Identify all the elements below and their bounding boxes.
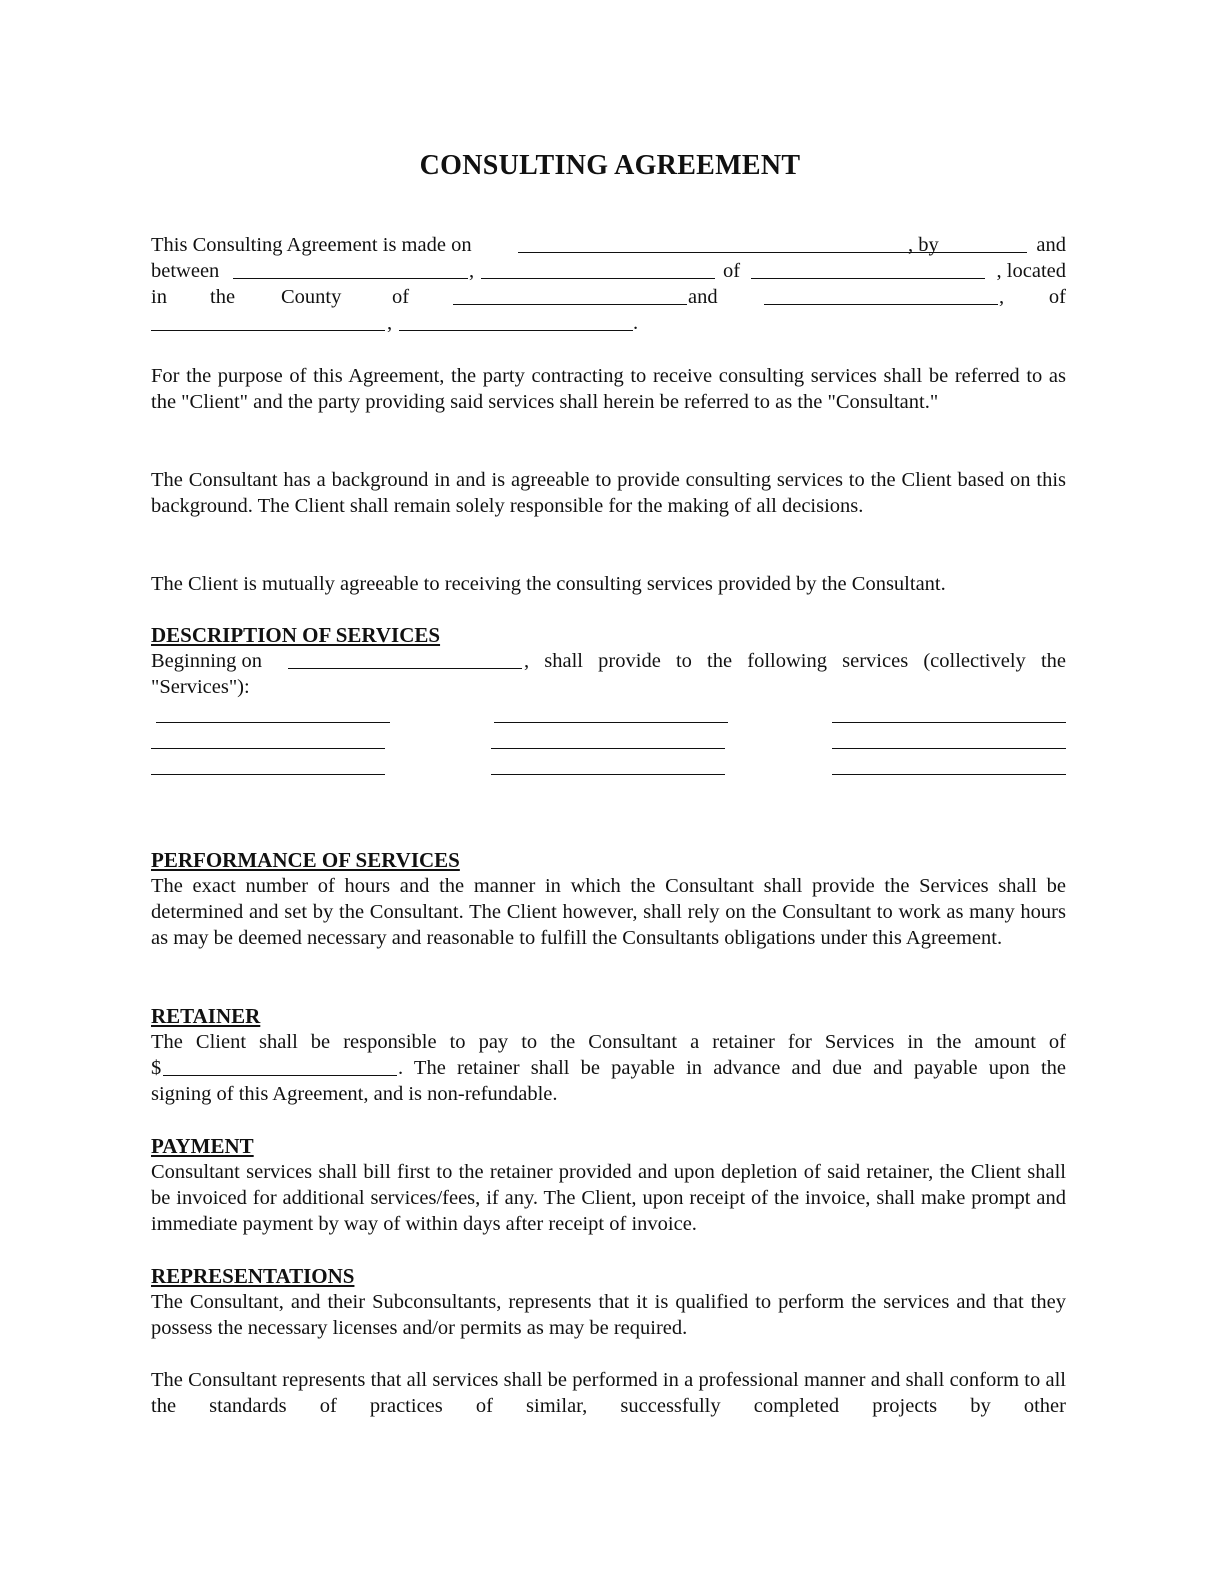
party-address-blank	[481, 258, 715, 279]
document-title: CONSULTING AGREEMENT	[419, 150, 801, 181]
representations-body-1: The Consultant, and their Subconsultants, represents that it is qualified to perform the services and that they possess the necessary licenses and/or permits as may be required.	[151, 1291, 1066, 1339]
intro-line-3	[151, 284, 1066, 310]
county-blank	[453, 284, 687, 305]
service-blank	[151, 774, 385, 775]
intro-text: between	[151, 260, 220, 282]
intro-text: of	[1048, 286, 1066, 308]
retainer-heading: RETAINER	[151, 1004, 261, 1028]
intro-block	[151, 232, 1066, 336]
description-text: , shall provide to the following services (collectively the	[524, 650, 1066, 672]
intro-text: and	[688, 286, 718, 308]
service-blank	[151, 748, 385, 749]
retainer-text: . The retainer shall be payable in advance and due and payable upon the	[398, 1057, 1066, 1079]
service-blank	[491, 748, 725, 749]
representations-body-2: The Consultant represents that all services shall be performed in a professional manner and shall conform to all the standards of practices of similar, successfully completed projects by other	[151, 1369, 1066, 1417]
intro-text: , by	[908, 234, 939, 256]
intro-text: County	[281, 286, 342, 308]
description-text: Beginning on	[151, 650, 263, 672]
retainer-section	[151, 1003, 1066, 1107]
intro-text: .	[633, 312, 639, 334]
background-paragraph: The Consultant has a background in and is agreeable to provide consulting services to the Client based on this background. The Client shall remain solely responsible for the making of all decisions.	[151, 469, 1066, 517]
description-line-2: "Services"):	[151, 676, 250, 698]
payment-heading: PAYMENT	[151, 1134, 254, 1158]
retainer-line-1: The Client shall be responsible to pay to the Consultant a retainer for Services in the amount of	[151, 1031, 1066, 1053]
purpose-paragraph: For the purpose of this Agreement, the party contracting to receive consulting services shall be referred to as the "Client" and the party providing said services shall herein be referred to as the "Consultant."	[151, 365, 1066, 413]
intro-text: of	[723, 260, 741, 282]
payment-section	[151, 1133, 1066, 1237]
intro-text: ,	[999, 286, 1005, 308]
intro-line-4	[151, 310, 1066, 336]
service-blank	[832, 748, 1066, 749]
mutual-paragraph: The Client is mutually agreeable to receiving the consulting services provided by the Consultant.	[151, 573, 946, 595]
performance-section	[151, 847, 1066, 951]
retainer-line-3: signing of this Agreement, and is non-refundable.	[151, 1083, 558, 1105]
second-party-blank	[751, 258, 985, 279]
representations-section	[151, 1263, 1066, 1341]
intro-line-1	[151, 232, 1066, 258]
city-blank	[151, 310, 385, 331]
intro-text: ,	[387, 312, 393, 334]
service-blank	[494, 722, 728, 723]
retainer-line-2	[151, 1055, 1066, 1081]
county-party-blank	[764, 284, 998, 305]
service-blank	[491, 774, 725, 775]
description-line-1	[151, 648, 1066, 674]
intro-line-2	[151, 258, 1066, 284]
performance-heading: PERFORMANCE OF SERVICES	[151, 848, 460, 872]
intro-text: This Consulting Agreement is made on	[151, 234, 472, 256]
retainer-amount-blank	[163, 1055, 397, 1076]
start-date-blank	[288, 648, 522, 669]
intro-text: ,	[469, 260, 475, 282]
intro-text: and	[1036, 234, 1066, 256]
intro-text: in	[151, 286, 167, 308]
dollar-sign: $	[151, 1057, 162, 1079]
service-blank	[832, 722, 1066, 723]
party-name-blank	[233, 258, 468, 279]
intro-text: the	[210, 286, 236, 308]
intro-text: , located	[996, 260, 1066, 282]
payment-body: Consultant services shall bill first to the retainer provided and upon depletion of said retainer, the Client shall be invoiced for additional services/fees, if any. The Client, upon receipt of the invoice, shall make prompt and immediate payment by way of within days after receipt of invoice.	[151, 1161, 1066, 1235]
performance-body: The exact number of hours and the manner in which the Consultant shall provide the Services shall be determined and set by the Consultant. The Client however, shall rely on the Consultant to work as many hours as may be deemed necessary and reasonable to fulfill the Consultants obligations under this Agreement.	[151, 875, 1066, 949]
service-blank	[832, 774, 1066, 775]
description-heading: DESCRIPTION OF SERVICES	[151, 623, 441, 647]
service-blank	[156, 722, 390, 723]
description-section	[151, 622, 1066, 700]
state-blank	[399, 310, 633, 331]
intro-text: of	[392, 286, 410, 308]
representations-heading: REPRESENTATIONS	[151, 1264, 355, 1288]
party-blank	[792, 232, 1027, 253]
